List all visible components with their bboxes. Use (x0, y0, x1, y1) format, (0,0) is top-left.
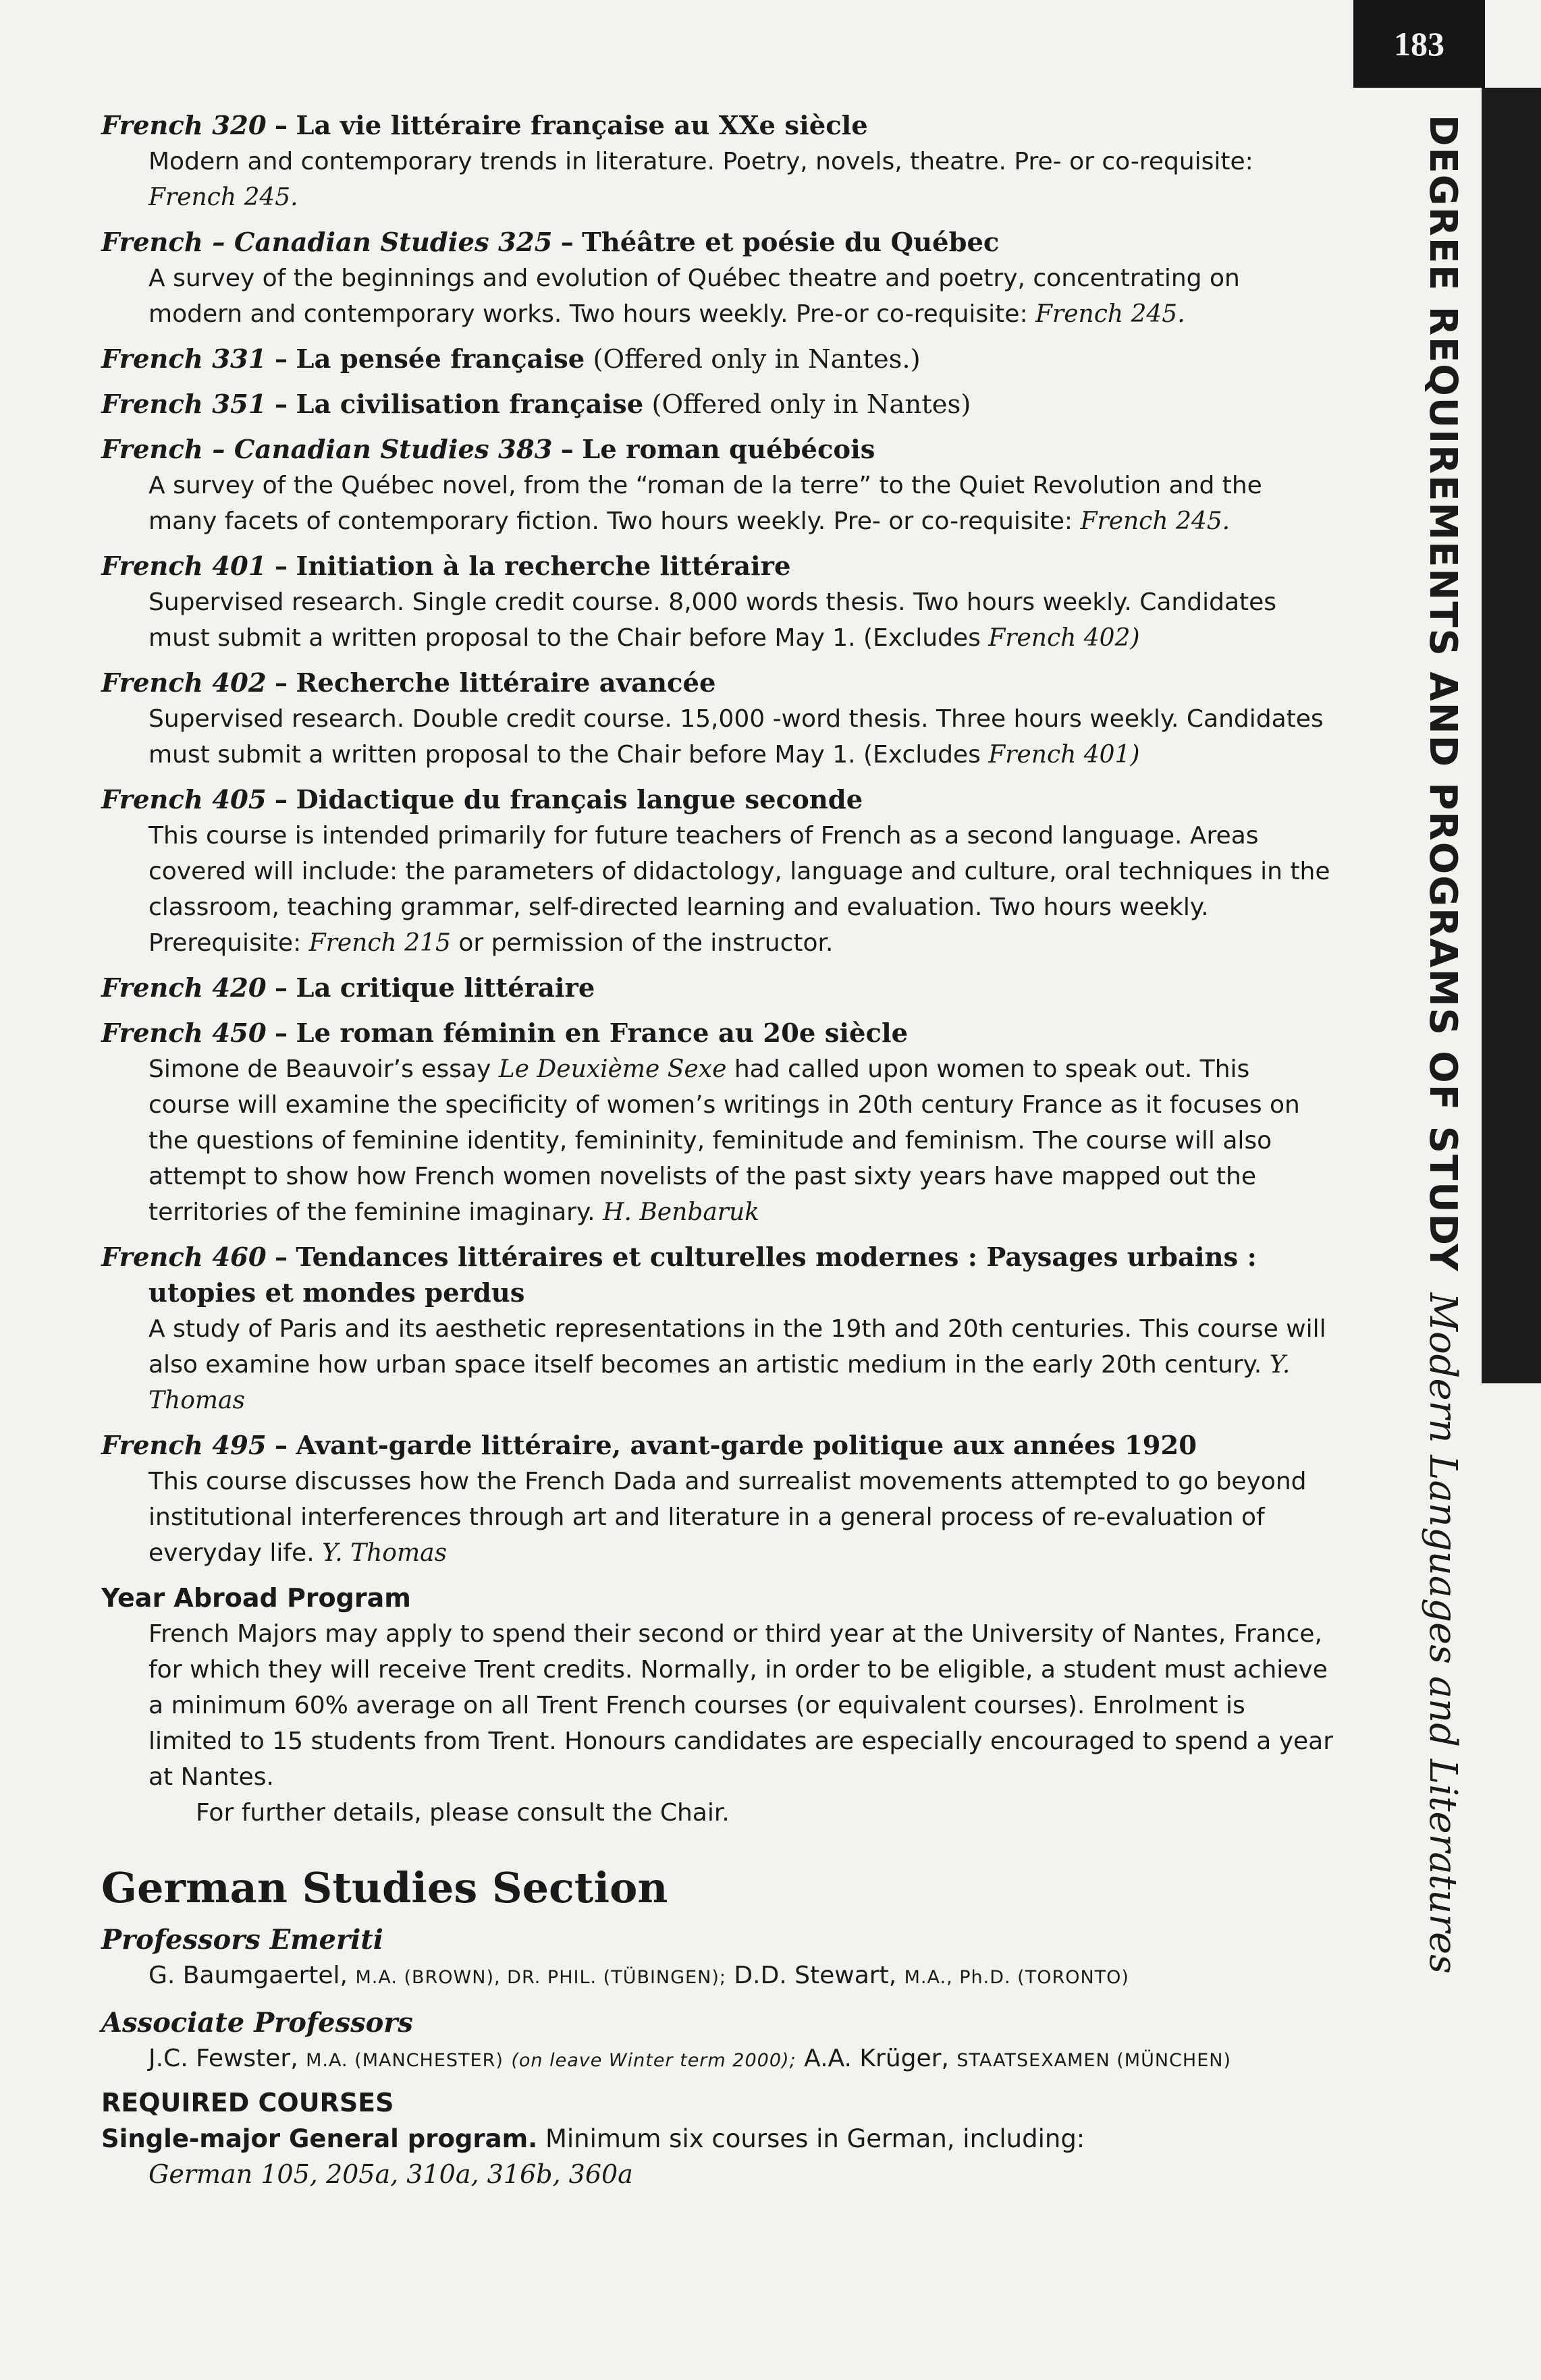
program-label: Single-major General program. (101, 2124, 538, 2153)
course-heading: French 351 – La civilisation française (Offered only in Nantes) (101, 389, 971, 420)
program-text: Minimum six courses in German, including: (545, 2124, 1085, 2153)
faculty-name: J.C. Fewster, (148, 2045, 298, 2072)
course-title: Recherche littéraire avancée (296, 668, 716, 698)
year-abroad-block (101, 1580, 1336, 1831)
required-courses-heading: REQUIRED COURSES (101, 2088, 394, 2118)
course-heading: French – Canadian Studies 325 – Théâtre et poésie du Québec (101, 227, 1000, 258)
course-description: Simone de Beauvoir’s essay Le Deuxième Sexe had called upon women to speak out. This course will examine the specificity of women’s writings in 20th century France as it focuses on the questions of feminine identity, femininity, feminitude and feminism. The course will also attempt to show how French women novelists of the past sixty years have mapped out the territories of the feminine imaginary. H. Benbaruk (148, 1055, 1300, 1226)
course-note: (Offered only in Nantes.) (593, 344, 921, 375)
course-entry (101, 1428, 1336, 1571)
course-heading: French 401 – Initiation à la recherche littéraire (101, 551, 791, 582)
course-title: Le roman québécois (582, 435, 875, 465)
course-title: La critique littéraire (296, 973, 595, 1003)
course-code: French 402 (101, 668, 267, 698)
side-tab-bar (1482, 88, 1541, 1383)
faculty-name: A.A. Krüger, (804, 2045, 949, 2072)
course-code: French 405 (101, 785, 267, 815)
course-code: French 495 (101, 1431, 267, 1461)
course-title: La pensée française (296, 344, 585, 375)
associate-list (148, 2041, 1336, 2078)
faculty-credentials: M.A. (MANCHESTER) (306, 2050, 504, 2071)
year-abroad-details: For further details, please consult the Chair. (196, 1799, 730, 1827)
course-heading: French – Canadian Studies 383 – Le roman québécois (101, 435, 875, 465)
course-heading: French 405 – Didactique du français langue seconde (101, 785, 863, 815)
course-entry (101, 432, 1336, 539)
program-course-list: German 105, 205a, 310a, 316b, 360a (148, 2159, 633, 2189)
page-number: 183 (1353, 0, 1485, 88)
page-content (101, 108, 1336, 2192)
course-title: La civilisation française (296, 389, 644, 420)
course-description: A study of Paris and its aesthetic representations in the 19th and 20th centuries. This course will also examine how urban space itself becomes an artistic medium in the early 20th century. Y. Thomas (148, 1315, 1326, 1414)
section-heading: German Studies Section (101, 1863, 668, 1912)
side-running-header (1377, 115, 1478, 1974)
course-title: La vie littéraire française au XXe siècle (296, 111, 868, 141)
program-requirement (101, 2121, 1336, 2157)
course-title: Le roman féminin en France au 20e siècle (296, 1018, 909, 1049)
emeriti-heading: Professors Emeriti (101, 1924, 383, 1956)
year-abroad-text: French Majors may apply to spend their second or third year at the University of Nantes, France, for which they will receive Trent credits. Normally, in order to be eligible, a student must achieve a minimum 60% average on all Trent French courses (or equivalent courses). Enrolment is limited to 15 students from Trent. Honours candidates are especially encouraged to spend a year at Nantes. (148, 1620, 1334, 1791)
side-department-label: Modern Languages and Literatures (1421, 1292, 1465, 1974)
course-code: French – Canadian Studies 325 (101, 227, 553, 258)
faculty-name: D.D. Stewart, (734, 1962, 897, 1989)
course-heading: French 495 – Avant-garde littéraire, avant-garde politique aux années 1920 (101, 1431, 1197, 1461)
course-heading: French 320 – La vie littéraire française au XXe siècle (101, 111, 868, 141)
faculty-credentials: STAATSEXAMEN (MÜNCHEN) (956, 2050, 1232, 2071)
faculty-name: G. Baumgaertel, (148, 1962, 348, 1989)
year-abroad-heading: Year Abroad Program (101, 1583, 411, 1613)
emeriti-list (148, 1958, 1336, 1995)
course-description: This course discusses how the French Dada and surrealist movements attempted to go beyond institutional interferences through art and literature in a general process of re-evaluation of everyday life. Y. Thomas (148, 1468, 1307, 1567)
course-description: A survey of the Québec novel, from the “roman de la terre” to the Quiet Revolution and the many facets of contemporary fiction. Two hours weekly. Pre- or co-requisite: French 245. (148, 472, 1262, 535)
course-code: French 351 (101, 389, 267, 420)
faculty-credentials: M.A., Ph.D. (TORONTO) (904, 1967, 1129, 1988)
course-heading: French 420 – La critique littéraire (101, 973, 595, 1003)
course-code: French 320 (101, 111, 267, 141)
course-title: Tendances littéraires et culturelles modernes : Paysages urbains : utopies et mondes perdus (148, 1242, 1257, 1308)
course-description: Modern and contemporary trends in literature. Poetry, novels, theatre. Pre- or co-requisite: French 245. (148, 148, 1253, 211)
course-entry (101, 341, 1336, 377)
course-entry (101, 970, 1336, 1006)
side-section-label: DEGREE REQUIREMENTS AND PROGRAMS OF STUDY (1421, 115, 1465, 1273)
course-heading: French 331 – La pensée française (Offered only in Nantes.) (101, 344, 921, 375)
associate-heading: Associate Professors (101, 2007, 413, 2039)
course-code: French – Canadian Studies 383 (101, 435, 553, 465)
course-title: Avant-garde littéraire, avant-garde politique aux années 1920 (296, 1431, 1197, 1461)
course-code: French 401 (101, 551, 267, 582)
course-code: French 331 (101, 344, 267, 375)
course-entry (101, 108, 1336, 215)
course-code: French 420 (101, 973, 267, 1003)
faculty-credentials: M.A. (BROWN), DR. PHIL. (TÜBINGEN); (355, 1967, 726, 1988)
course-title: Didactique du français langue seconde (296, 785, 863, 815)
course-description: Supervised research. Single credit course. 8,000 words thesis. Two hours weekly. Candidates must submit a written proposal to the Chair before May 1. (Excludes French 402) (148, 588, 1277, 652)
course-entry (101, 1240, 1336, 1418)
course-entry (101, 1016, 1336, 1230)
course-entry (101, 665, 1336, 773)
course-heading: French 402 – Recherche littéraire avancée (101, 668, 716, 698)
course-description: Supervised research. Double credit course. 15,000 -word thesis. Three hours weekly. Candidates must submit a written proposal to the Chair before May 1. (Excludes French 401) (148, 705, 1324, 769)
course-note: (Offered only in Nantes) (651, 389, 971, 420)
course-entry (101, 225, 1336, 332)
course-title: Théâtre et poésie du Québec (582, 227, 1000, 258)
course-entry (101, 782, 1336, 961)
course-heading: French 460 – Tendances littéraires et culturelles modernes : Paysages urbains : utopies et mondes perdus (101, 1242, 1257, 1308)
course-entry (101, 387, 1336, 422)
course-title: Initiation à la recherche littéraire (296, 551, 791, 582)
course-code: French 460 (101, 1242, 267, 1273)
faculty-note: (on leave Winter term 2000); (511, 2050, 796, 2071)
course-code: French 450 (101, 1018, 267, 1049)
course-description: This course is intended primarily for future teachers of French as a second language. Areas covered will include: the parameters of didactology, language and culture, oral techniques in the classroom, teaching grammar, self-directed learning and evaluation. Two hours weekly. Prerequisite: French 215 or permission of the instructor. (148, 822, 1330, 957)
course-entry (101, 549, 1336, 656)
course-description: A survey of the beginnings and evolution of Québec theatre and poetry, concentrating on modern and contemporary works. Two hours weekly. Pre-or co-requisite: French 245. (148, 265, 1240, 328)
course-heading: French 450 – Le roman féminin en France au 20e siècle (101, 1018, 909, 1049)
